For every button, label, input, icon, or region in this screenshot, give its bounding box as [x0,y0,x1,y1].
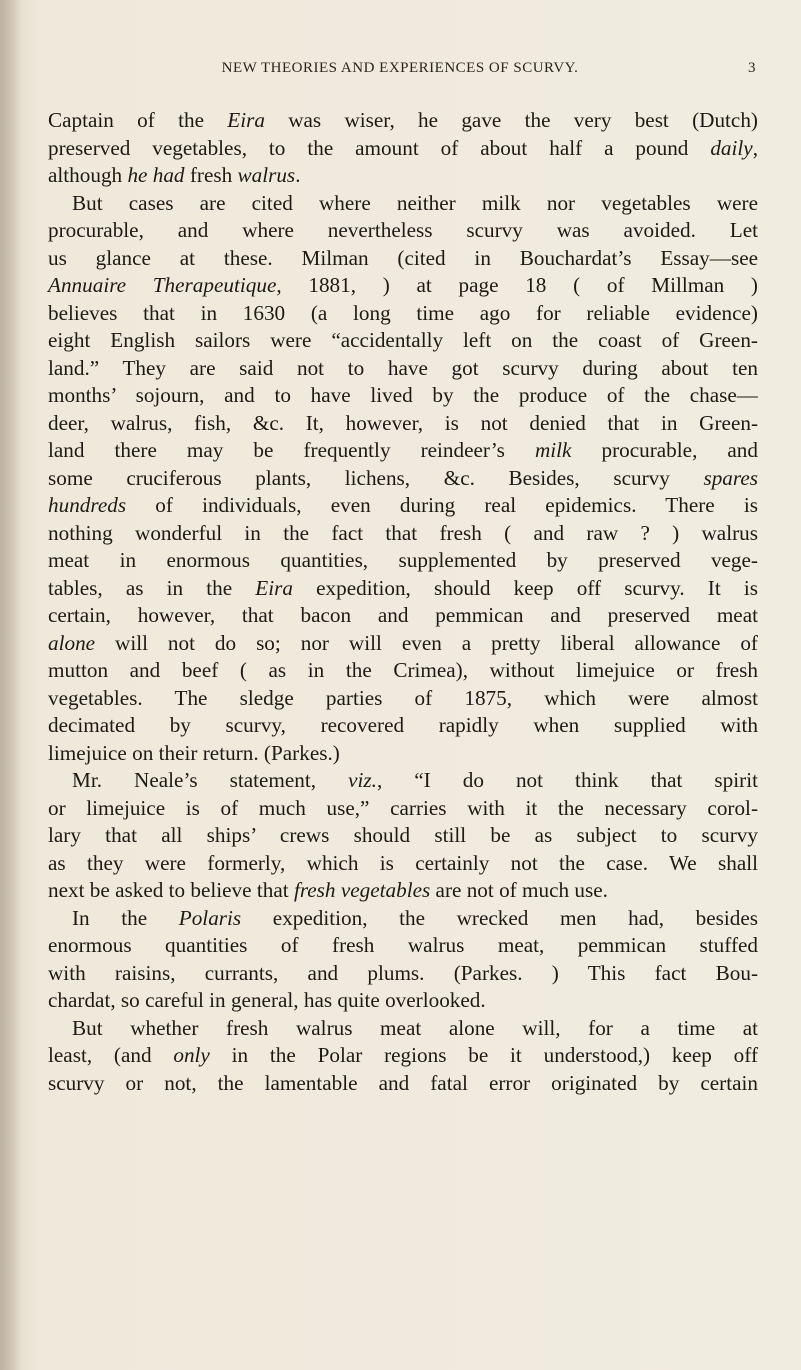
text-segment: eight English sailors were “accidentally left on the coast of Green- [48,328,758,352]
text-segment: will not do so; nor will even a pretty liberal allowance of [95,630,758,655]
text-line [48,217,758,245]
italic-text: alone [48,630,96,655]
text-line [48,355,758,383]
text-segment: mutton and beef ( as in the Crimea), without limejuice or fresh [48,658,758,682]
text-segment: some cruciferous plants, lichens, &c. Besides, scurvy [48,465,704,490]
text-line [48,245,758,273]
text-segment: lary that all ships’ crews should still be as subject to scurvy [48,823,758,847]
text-segment: nothing wonderful in the fact that fresh ( and raw ? ) walrus [48,520,758,545]
text-line [48,740,758,768]
text-segment: tables, as in the [48,575,256,600]
italic-text: viz. [348,768,377,792]
page-number: 3 [748,60,756,76]
text-segment: procurable, and where nevertheless scurvy was avoided. Let [48,218,758,242]
text-line [48,135,758,163]
text-segment: months’ sojourn, and to have lived by the produce of the chase— [48,383,758,407]
text-segment: , “I do not think that spirit [376,768,758,792]
italic-text: fresh vegetables [293,878,431,902]
text-line [48,657,758,685]
text-segment: although [48,163,128,187]
text-segment: , 1881, ) at page 18 ( of Millman ) [276,273,758,297]
text-segment: . [295,163,301,187]
italic-text: he had [127,163,185,187]
text-line [48,602,758,630]
text-segment: us glance at these. Milman (cited in Bouchardat’s Essay—see [48,245,758,270]
text-line [48,327,758,355]
text-segment: chardat, so careful in general, has quite overlooked. [48,988,486,1012]
text-line [48,410,758,438]
text-line [48,822,758,850]
text-segment: scurvy or not, the lamentable and fatal error originated by certain [48,1070,758,1095]
text-line [48,382,758,410]
text-segment: meat in enormous quantities, supplemented by preserved vege- [48,548,758,572]
italic-text: only [173,1043,210,1067]
text-segment: of individuals, even during real epidemics. There is [126,493,758,517]
text-segment: or limejuice is of much use,” carries with it the necessary corol- [48,795,758,820]
italic-text: milk [534,438,572,462]
running-head: NEW THEORIES AND EXPERIENCES OF SCURVY. [221,60,579,76]
text-segment: , [752,135,758,160]
text-segment: expedition, the wrecked men had, besides [241,905,758,930]
text-line [48,850,758,878]
text-line [48,547,758,575]
text-line [48,767,758,795]
text-line [48,960,758,988]
text-segment: was wiser, he gave the very best (Dutch) [264,108,758,132]
italic-text: Eira [227,108,265,132]
body-text [48,107,758,1097]
text-line [48,1015,758,1043]
text-line [48,520,758,548]
text-line [48,190,758,218]
text-segment: procurable, and [571,438,758,462]
text-line [48,877,758,905]
text-line [48,1042,758,1070]
text-segment: as they were formerly, which is certainly not the case. We shall [48,850,758,875]
text-segment: with raisins, currants, and plums. (Parkes. ) This fact Bou- [48,960,758,985]
text-segment: land there may be frequently reindeer’s [48,438,535,462]
text-segment: decimated by scurvy, recovered rapidly when supplied with [48,713,758,737]
text-segment: Captain of the [48,108,228,132]
binding-gutter-shadow [0,0,22,1370]
text-line [48,1070,758,1098]
text-segment: deer, walrus, fish, &c. It, however, is not denied that in Green- [48,410,758,435]
text-segment: But cases are cited where neither milk nor vegetables were [72,190,758,215]
italic-text: Polaris [178,905,242,930]
text-segment: enormous quantities of fresh walrus meat, pemmican stuffed [48,933,758,957]
text-segment: In the [72,905,179,930]
text-segment: preserved vegetables, to the amount of about half a pound [48,135,711,160]
italic-text: walrus [237,163,296,187]
text-line [48,630,758,658]
italic-text: hundreds [48,493,127,517]
text-segment: limejuice on their return. (Parkes.) [48,740,340,765]
text-segment: are not of much use. [430,878,608,902]
text-line [48,987,758,1015]
text-line [48,300,758,328]
text-segment: fresh [184,163,238,187]
text-segment: expedition, should keep off scurvy. It is [292,575,758,600]
italic-text: Annuaire Therapeutique [48,273,277,297]
text-segment: next be asked to believe that [48,878,294,902]
text-line [48,932,758,960]
text-line [48,685,758,713]
text-segment: But whether fresh walrus meat alone will, for a time at [72,1015,758,1040]
text-segment: least, (and [48,1043,174,1067]
text-line [48,795,758,823]
text-segment: believes that in 1630 (a long time ago for reliable evidence) [48,300,758,325]
text-segment: Mr. Neale’s statement, [72,768,349,792]
text-line [48,272,758,300]
text-line [48,437,758,465]
text-segment: vegetables. The sledge parties of 1875, which were almost [48,685,758,710]
text-segment: land.” They are said not to have got scurvy during about ten [48,355,758,380]
italic-text: Eira [255,575,293,600]
text-line [48,107,758,135]
text-line [48,492,758,520]
text-line [48,162,758,190]
text-line [48,465,758,493]
italic-text: spares [703,465,758,490]
italic-text: daily [710,135,753,160]
text-segment: certain, however, that bacon and pemmican and preserved meat [48,603,758,627]
text-segment: in the Polar regions be it understood,) keep off [209,1043,758,1067]
text-line [48,712,758,740]
text-line [48,905,758,933]
text-line [48,575,758,603]
